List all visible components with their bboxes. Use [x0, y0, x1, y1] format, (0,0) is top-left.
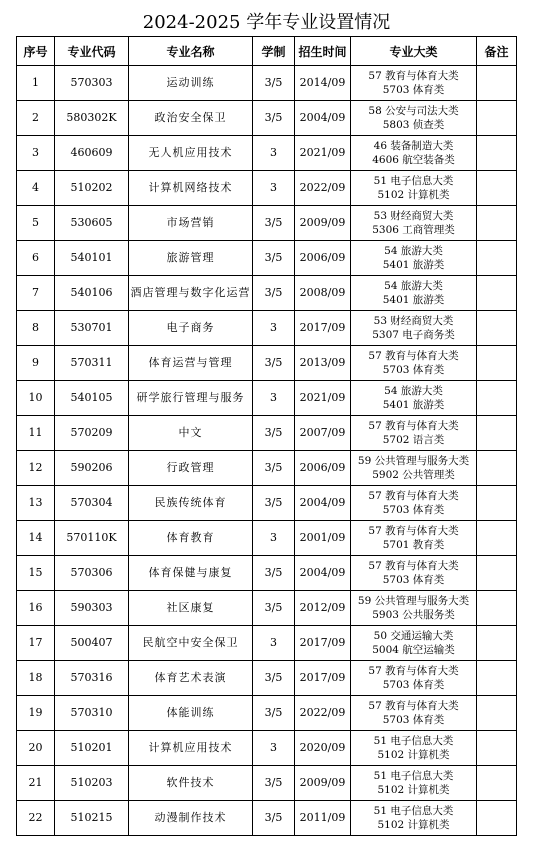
cell-remark	[477, 626, 517, 661]
cell-name: 政治安全保卫	[129, 101, 253, 136]
category-major: 59 公共管理与服务大类	[357, 595, 470, 607]
cell-code: 570316	[55, 661, 129, 696]
cell-category	[351, 626, 477, 661]
cell-start: 2009/09	[295, 766, 351, 801]
cell-start: 2004/09	[295, 556, 351, 591]
cell-name: 社区康复	[129, 591, 253, 626]
cell-name: 民族传统体育	[129, 486, 253, 521]
table-row	[17, 801, 517, 836]
cell-code: 570209	[55, 416, 129, 451]
cell-start: 2017/09	[295, 311, 351, 346]
cell-start: 2007/09	[295, 416, 351, 451]
cell-remark	[477, 171, 517, 206]
category-sub: 5703 体育类	[382, 574, 445, 586]
cell-remark	[477, 486, 517, 521]
cell-category	[351, 416, 477, 451]
cell-remark	[477, 416, 517, 451]
category-major: 57 教育与体育大类	[368, 560, 459, 572]
header-no: 序号	[17, 37, 55, 66]
table-header-row	[17, 37, 517, 66]
category-sub: 5401 旅游类	[382, 294, 445, 306]
cell-duration: 3	[253, 521, 295, 556]
category-major: 57 教育与体育大类	[368, 420, 459, 432]
cell-code: 500407	[55, 626, 129, 661]
cell-duration: 3/5	[253, 556, 295, 591]
cell-category	[351, 696, 477, 731]
cell-remark	[477, 766, 517, 801]
cell-category	[351, 486, 477, 521]
table-row	[17, 171, 517, 206]
table-row	[17, 136, 517, 171]
category-sub: 5102 计算机类	[377, 784, 450, 796]
cell-code: 570304	[55, 486, 129, 521]
table-row	[17, 661, 517, 696]
category-sub: 5703 体育类	[382, 679, 445, 691]
cell-no: 14	[17, 521, 55, 556]
cell-name: 运动训练	[129, 66, 253, 101]
category-major: 57 教育与体育大类	[368, 525, 459, 537]
cell-remark	[477, 276, 517, 311]
cell-duration: 3	[253, 136, 295, 171]
cell-duration: 3	[253, 171, 295, 206]
cell-name: 体育运营与管理	[129, 346, 253, 381]
cell-duration: 3/5	[253, 416, 295, 451]
cell-duration: 3/5	[253, 766, 295, 801]
table-row	[17, 766, 517, 801]
cell-code: 530701	[55, 311, 129, 346]
cell-no: 15	[17, 556, 55, 591]
cell-category	[351, 206, 477, 241]
cell-start: 2021/09	[295, 136, 351, 171]
cell-code: 570303	[55, 66, 129, 101]
header-remark: 备注	[477, 37, 517, 66]
cell-category	[351, 311, 477, 346]
cell-code: 510202	[55, 171, 129, 206]
cell-duration: 3	[253, 731, 295, 766]
category-major: 51 电子信息大类	[373, 770, 454, 782]
cell-start: 2009/09	[295, 206, 351, 241]
cell-category	[351, 136, 477, 171]
category-major: 57 教育与体育大类	[368, 350, 459, 362]
category-sub: 5902 公共管理类	[372, 469, 455, 481]
cell-remark	[477, 241, 517, 276]
table-row	[17, 311, 517, 346]
header-name: 专业名称	[129, 37, 253, 66]
cell-start: 2012/09	[295, 591, 351, 626]
category-sub: 5102 计算机类	[377, 189, 450, 201]
cell-code: 510201	[55, 731, 129, 766]
category-sub: 5702 语言类	[382, 434, 445, 446]
cell-code: 540106	[55, 276, 129, 311]
cell-duration: 3/5	[253, 696, 295, 731]
cell-duration: 3/5	[253, 241, 295, 276]
cell-no: 18	[17, 661, 55, 696]
category-sub: 5401 旅游类	[382, 399, 445, 411]
cell-name: 民航空中安全保卫	[129, 626, 253, 661]
cell-remark	[477, 451, 517, 486]
page-title: 2024-2025 学年专业设置情况	[142, 12, 391, 33]
cell-category	[351, 521, 477, 556]
table-row	[17, 556, 517, 591]
cell-category	[351, 346, 477, 381]
cell-name: 研学旅行管理与服务	[129, 381, 253, 416]
category-sub: 5703 体育类	[382, 504, 445, 516]
cell-start: 2004/09	[295, 101, 351, 136]
category-sub: 5903 公共服务类	[372, 609, 455, 621]
category-sub: 5307 电子商务类	[372, 329, 455, 341]
header-start: 招生时间	[295, 37, 351, 66]
cell-name: 体能训练	[129, 696, 253, 731]
cell-start: 2021/09	[295, 381, 351, 416]
cell-duration: 3/5	[253, 276, 295, 311]
cell-remark	[477, 591, 517, 626]
table-body	[17, 66, 517, 836]
cell-remark	[477, 136, 517, 171]
cell-name: 行政管理	[129, 451, 253, 486]
cell-remark	[477, 101, 517, 136]
cell-start: 2013/09	[295, 346, 351, 381]
cell-code: 510203	[55, 766, 129, 801]
cell-no: 17	[17, 626, 55, 661]
cell-name: 市场营销	[129, 206, 253, 241]
cell-category	[351, 241, 477, 276]
cell-start: 2022/09	[295, 696, 351, 731]
cell-name: 计算机应用技术	[129, 731, 253, 766]
category-major: 50 交通运输大类	[373, 630, 454, 642]
category-major: 54 旅游大类	[384, 280, 443, 292]
cell-remark	[477, 206, 517, 241]
cell-category	[351, 766, 477, 801]
cell-start: 2008/09	[295, 276, 351, 311]
cell-no: 12	[17, 451, 55, 486]
cell-no: 4	[17, 171, 55, 206]
cell-no: 9	[17, 346, 55, 381]
category-major: 53 财经商贸大类	[373, 210, 454, 222]
cell-start: 2004/09	[295, 486, 351, 521]
table-row	[17, 276, 517, 311]
table-row	[17, 486, 517, 521]
cell-category	[351, 731, 477, 766]
category-major: 57 教育与体育大类	[368, 700, 459, 712]
cell-no: 7	[17, 276, 55, 311]
cell-name: 体育艺术表演	[129, 661, 253, 696]
table-row	[17, 241, 517, 276]
cell-name: 电子商务	[129, 311, 253, 346]
cell-code: 460609	[55, 136, 129, 171]
cell-start: 2011/09	[295, 801, 351, 836]
cell-name: 计算机网络技术	[129, 171, 253, 206]
category-sub: 5401 旅游类	[382, 259, 445, 271]
cell-start: 2006/09	[295, 451, 351, 486]
category-major: 58 公安与司法大类	[368, 105, 459, 117]
cell-no: 1	[17, 66, 55, 101]
cell-code: 580302K	[55, 101, 129, 136]
cell-category	[351, 451, 477, 486]
cell-no: 22	[17, 801, 55, 836]
cell-duration: 3/5	[253, 801, 295, 836]
cell-no: 3	[17, 136, 55, 171]
cell-start: 2020/09	[295, 731, 351, 766]
table-row	[17, 521, 517, 556]
cell-no: 10	[17, 381, 55, 416]
cell-no: 19	[17, 696, 55, 731]
category-major: 54 旅游大类	[384, 385, 443, 397]
category-major: 53 财经商贸大类	[373, 315, 454, 327]
cell-remark	[477, 556, 517, 591]
cell-duration: 3/5	[253, 661, 295, 696]
table-row	[17, 731, 517, 766]
cell-code: 540105	[55, 381, 129, 416]
cell-duration: 3	[253, 381, 295, 416]
cell-code: 570110K	[55, 521, 129, 556]
cell-remark	[477, 381, 517, 416]
cell-duration: 3/5	[253, 591, 295, 626]
table-row	[17, 66, 517, 101]
cell-remark	[477, 311, 517, 346]
cell-remark	[477, 696, 517, 731]
header-duration: 学制	[253, 37, 295, 66]
cell-no: 11	[17, 416, 55, 451]
category-major: 51 电子信息大类	[373, 805, 454, 817]
cell-duration: 3/5	[253, 451, 295, 486]
table-row	[17, 381, 517, 416]
cell-category	[351, 66, 477, 101]
cell-category	[351, 661, 477, 696]
category-sub: 5102 计算机类	[377, 819, 450, 831]
table-row	[17, 101, 517, 136]
category-major: 51 电子信息大类	[373, 735, 454, 747]
cell-name: 体育保健与康复	[129, 556, 253, 591]
cell-start: 2022/09	[295, 171, 351, 206]
cell-remark	[477, 521, 517, 556]
cell-no: 5	[17, 206, 55, 241]
cell-category	[351, 101, 477, 136]
category-sub: 5004 航空运输类	[372, 644, 455, 656]
category-major: 57 教育与体育大类	[368, 665, 459, 677]
category-sub: 5306 工商管理类	[372, 224, 455, 236]
category-major: 51 电子信息大类	[373, 175, 454, 187]
cell-code: 570306	[55, 556, 129, 591]
category-sub: 4606 航空装备类	[372, 154, 455, 166]
major-table	[16, 36, 517, 836]
category-sub: 5102 计算机类	[377, 749, 450, 761]
category-major: 59 公共管理与服务大类	[357, 455, 470, 467]
cell-category	[351, 381, 477, 416]
cell-code: 590303	[55, 591, 129, 626]
table-row	[17, 591, 517, 626]
table-row	[17, 416, 517, 451]
cell-remark	[477, 731, 517, 766]
cell-remark	[477, 661, 517, 696]
cell-code: 570310	[55, 696, 129, 731]
cell-name: 体育教育	[129, 521, 253, 556]
header-code: 专业代码	[55, 37, 129, 66]
table-row	[17, 206, 517, 241]
cell-remark	[477, 66, 517, 101]
cell-category	[351, 591, 477, 626]
cell-duration: 3	[253, 626, 295, 661]
cell-code: 530605	[55, 206, 129, 241]
category-major: 57 教育与体育大类	[368, 490, 459, 502]
cell-category	[351, 171, 477, 206]
cell-duration: 3/5	[253, 486, 295, 521]
cell-code: 540101	[55, 241, 129, 276]
cell-duration: 3/5	[253, 346, 295, 381]
cell-category	[351, 276, 477, 311]
cell-code: 570311	[55, 346, 129, 381]
category-sub: 5701 教育类	[382, 539, 445, 551]
category-sub: 5803 侦查类	[382, 119, 445, 131]
cell-name: 软件技术	[129, 766, 253, 801]
category-major: 46 装备制造大类	[373, 140, 454, 152]
cell-category	[351, 556, 477, 591]
table-row	[17, 451, 517, 486]
table-row	[17, 696, 517, 731]
cell-category	[351, 801, 477, 836]
cell-no: 20	[17, 731, 55, 766]
cell-code: 590206	[55, 451, 129, 486]
cell-no: 16	[17, 591, 55, 626]
cell-start: 2006/09	[295, 241, 351, 276]
cell-no: 13	[17, 486, 55, 521]
cell-code: 510215	[55, 801, 129, 836]
table-row	[17, 346, 517, 381]
category-major: 54 旅游大类	[384, 245, 443, 257]
cell-remark	[477, 346, 517, 381]
cell-duration: 3/5	[253, 206, 295, 241]
cell-duration: 3	[253, 311, 295, 346]
cell-no: 8	[17, 311, 55, 346]
table-row	[17, 626, 517, 661]
cell-name: 酒店管理与数字化运营	[129, 276, 253, 311]
cell-start: 2017/09	[295, 626, 351, 661]
cell-remark	[477, 801, 517, 836]
cell-duration: 3/5	[253, 101, 295, 136]
cell-no: 2	[17, 101, 55, 136]
cell-duration: 3/5	[253, 66, 295, 101]
category-sub: 5703 体育类	[382, 84, 445, 96]
cell-name: 动漫制作技术	[129, 801, 253, 836]
cell-name: 中文	[129, 416, 253, 451]
category-major: 57 教育与体育大类	[368, 70, 459, 82]
header-category: 专业大类	[351, 37, 477, 66]
cell-start: 2014/09	[295, 66, 351, 101]
cell-name: 旅游管理	[129, 241, 253, 276]
category-sub: 5703 体育类	[382, 714, 445, 726]
cell-no: 21	[17, 766, 55, 801]
cell-start: 2001/09	[295, 521, 351, 556]
cell-name: 无人机应用技术	[129, 136, 253, 171]
cell-start: 2017/09	[295, 661, 351, 696]
category-sub: 5703 体育类	[382, 364, 445, 376]
cell-no: 6	[17, 241, 55, 276]
